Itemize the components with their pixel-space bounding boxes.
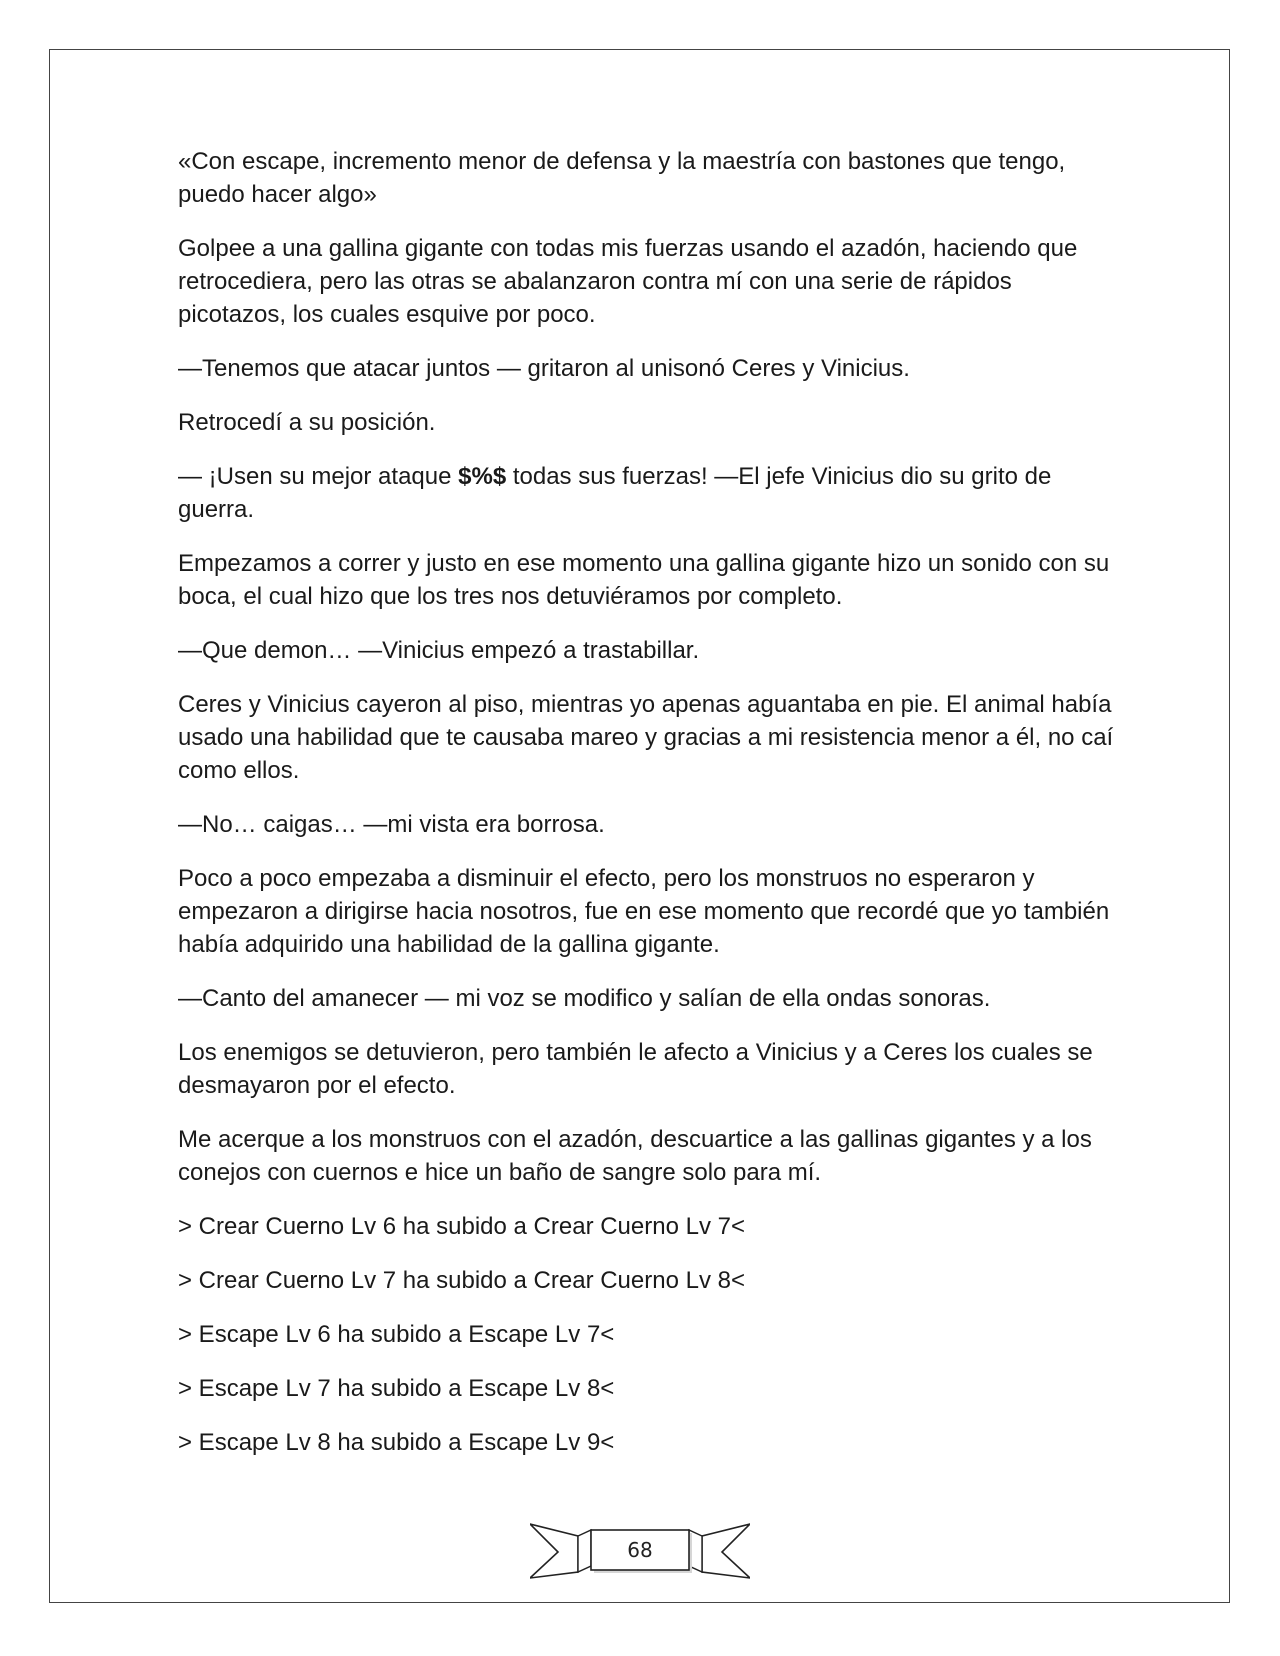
page-number: 68 (627, 1538, 653, 1562)
paragraph (178, 547, 1118, 613)
text-segment: Poco a poco empezaba a disminuir el efecto, pero los monstruos no esperaron y empezaron a dirigirse hacia nosotros, fue en ese momento que recordé que yo también había adquirido una habilidad de la gallina gigante. (178, 865, 1110, 958)
text-segment: > Crear Cuerno Lv 7 ha subido a Crear Cuerno Lv 8< (178, 1267, 745, 1294)
text-segment: > Crear Cuerno Lv 6 ha subido a Crear Cuerno Lv 7< (178, 1213, 745, 1240)
paragraph (178, 352, 1118, 385)
bold-text-segment: $%$ (458, 463, 507, 490)
text-segment: Golpee a una gallina gigante con todas mis fuerzas usando el azadón, haciendo que retrocediera, pero las otras se abalanzaron contra mí con una serie de rápidos picotazos, los cuales esquive por poco. (178, 235, 1078, 328)
paragraph (178, 1318, 1118, 1351)
paragraph (178, 460, 1118, 526)
text-segment: «Con escape, incremento menor de defensa y la maestría con bastones que tengo, puedo hacer algo» (178, 148, 1066, 208)
paragraph (178, 232, 1118, 331)
paragraph (178, 808, 1118, 841)
paragraph (178, 1036, 1118, 1102)
text-segment: Los enemigos se detuvieron, pero también le afecto a Vinicius y a Ceres los cuales se desmayaron por el efecto. (178, 1039, 1093, 1099)
text-segment: Retrocedí a su posición. (178, 409, 436, 436)
text-segment: — ¡Usen su mejor ataque (178, 463, 459, 490)
page-number-ribbon (530, 1518, 750, 1588)
text-segment: Me acerque a los monstruos con el azadón, descuartice a las gallinas gigantes y a los conejos con cuernos e hice un baño de sangre solo para mí. (178, 1126, 1092, 1186)
text-segment: > Escape Lv 6 ha subido a Escape Lv 7< (178, 1321, 615, 1348)
paragraph (178, 688, 1118, 787)
text-segment: Ceres y Vinicius cayeron al piso, mientras yo apenas aguantaba en pie. El animal había usado una habilidad que te causaba mareo y gracias a mi resistencia menor a él, no caí como ellos. (178, 691, 1114, 784)
text-segment: —Que demon… —Vinicius empezó a trastabillar. (178, 637, 700, 664)
document-body (178, 145, 1118, 1480)
paragraph (178, 1372, 1118, 1405)
paragraph (178, 1210, 1118, 1243)
paragraph (178, 982, 1118, 1015)
paragraph (178, 1123, 1118, 1189)
text-segment: todas sus fuerzas! —El jefe Vinicius dio su grito de guerra. (178, 463, 1052, 523)
paragraph (178, 406, 1118, 439)
text-segment: > Escape Lv 8 ha subido a Escape Lv 9< (178, 1429, 615, 1456)
text-segment: —Canto del amanecer — mi voz se modifico y salían de ella ondas sonoras. (178, 985, 991, 1012)
text-segment: —No… caigas… —mi vista era borrosa. (178, 811, 605, 838)
paragraph (178, 1426, 1118, 1459)
paragraph (178, 862, 1118, 961)
text-segment: —Tenemos que atacar juntos — gritaron al unisonó Ceres y Vinicius. (178, 355, 910, 382)
paragraph (178, 145, 1118, 211)
paragraph (178, 634, 1118, 667)
text-segment: > Escape Lv 7 ha subido a Escape Lv 8< (178, 1375, 615, 1402)
text-segment: Empezamos a correr y justo en ese momento una gallina gigante hizo un sonido con su boca, el cual hizo que los tres nos detuviéramos por completo. (178, 550, 1110, 610)
paragraph (178, 1264, 1118, 1297)
